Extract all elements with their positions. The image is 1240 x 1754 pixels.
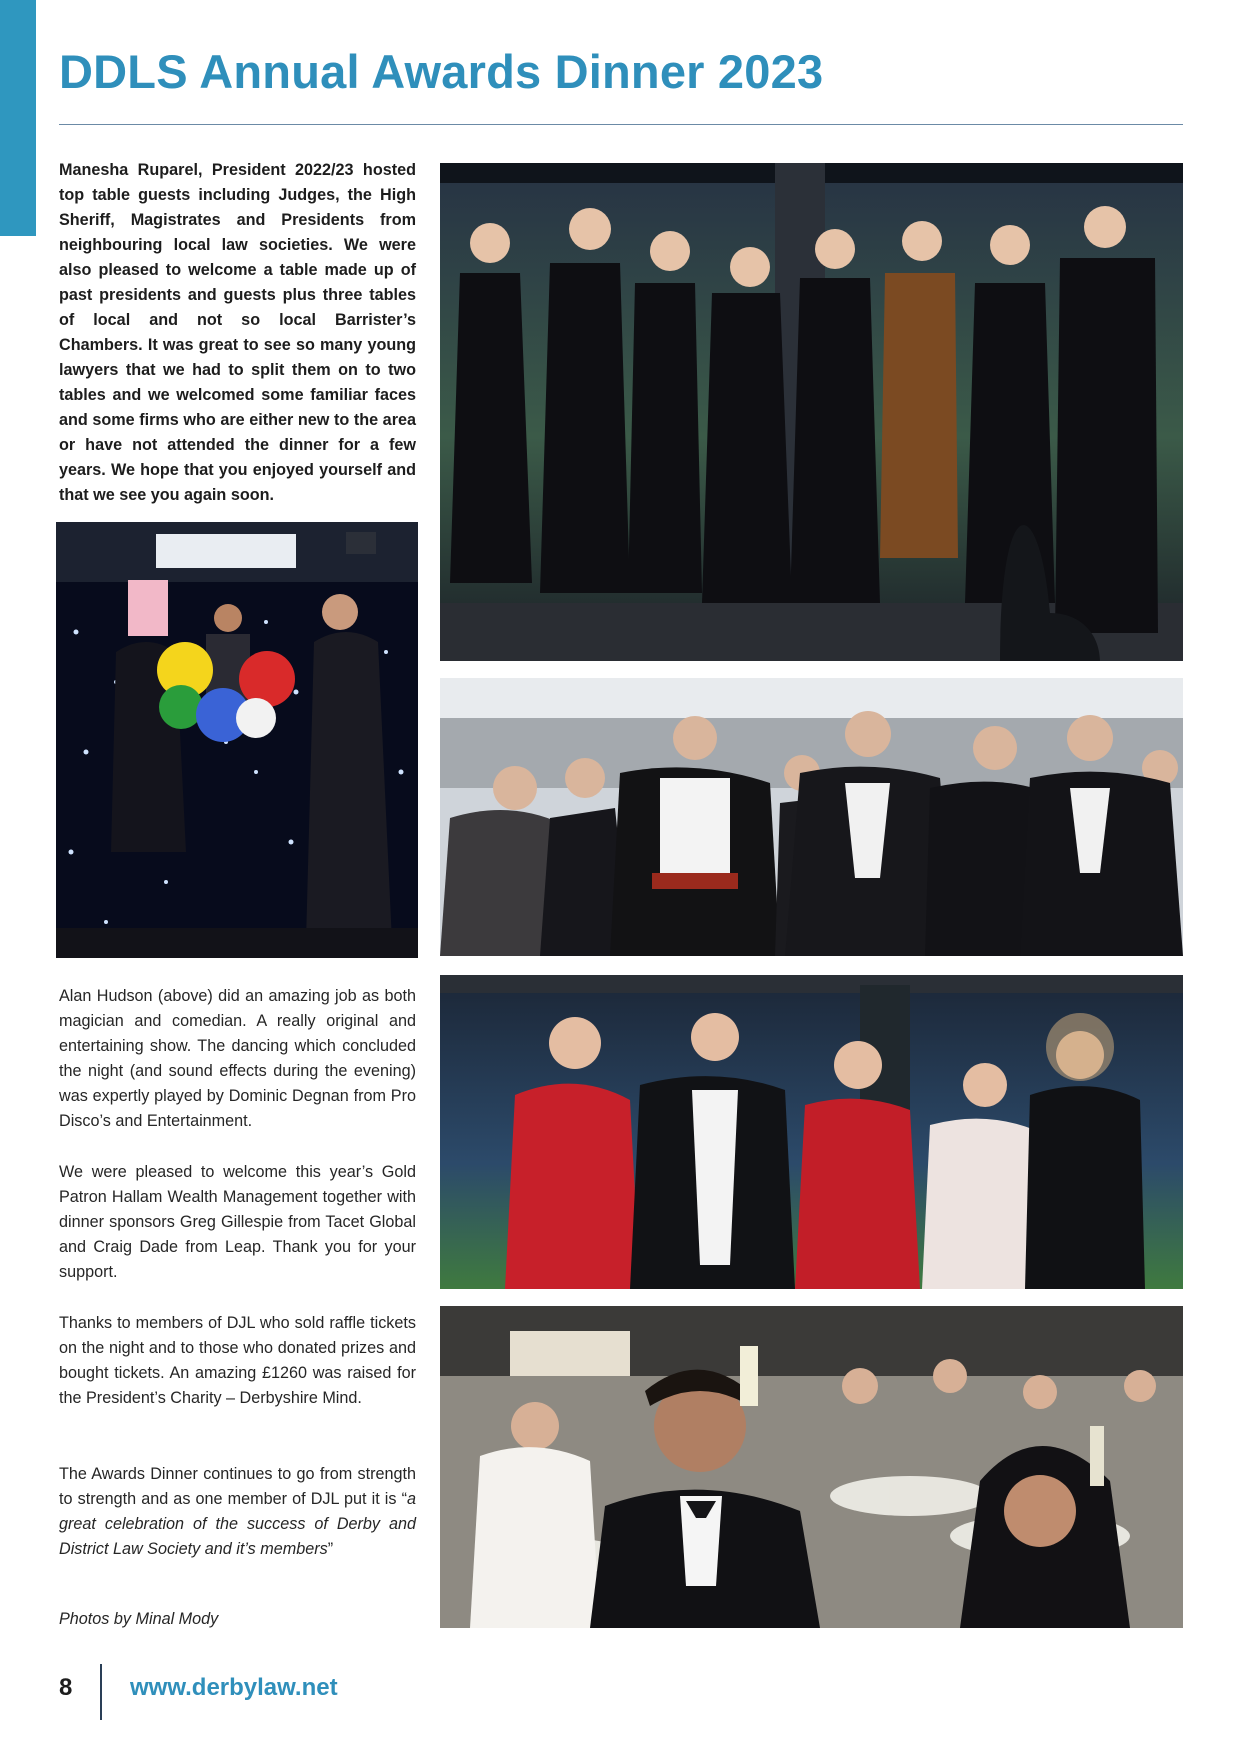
paragraph-sponsors: We were pleased to welcome this year’s Gold Patron Hallam Wealth Management together with dinner sponsors Greg Gillespie from Tacet Global and Craig Dade from Leap. Thank you for your support. <box>59 1163 416 1281</box>
intro-paragraph: Manesha Ruparel, President 2022/23 hosted top table guests including Judges, the High Sheriff, Magistrates and Presidents from neighbouring local law societies. We were also pleased to welcome a table made up of past presidents and guests plus three tables of local and not so local Barrister’s Chambers. It was great to see so many young lawyers that we had to split them on to two tables and we welcomed some familiar faces and some firms who are either new to the area or have not attended the dinner for a few years. We hope that you enjoyed yourself and that we see you again soon. <box>59 161 416 504</box>
closing-text: The Awards Dinner continues to go from strength to strength and as one member of DJL put it is “ <box>59 1465 416 1508</box>
photo-credit: Photos by Minal Mody <box>59 1610 219 1628</box>
footer-divider <box>100 1664 102 1720</box>
member-quote: a great celebration of the success of Derby and District Law Society and it’s members <box>59 1490 416 1558</box>
paragraph-closing <box>59 1462 416 1562</box>
page-title: DDLS Annual Awards Dinner 2023 <box>59 45 824 98</box>
website-link[interactable]: www.derbylaw.net <box>130 1674 338 1701</box>
title-divider <box>59 124 1183 125</box>
page-number: 8 <box>59 1674 73 1701</box>
group-photo-stadium <box>440 163 1183 661</box>
accent-bar <box>0 0 36 236</box>
magician-photo <box>56 522 418 958</box>
paragraph-entertainment: Alan Hudson (above) did an amazing job as both magician and comedian. A really original and entertaining show. The dancing which concluded the night (and sound effects during the evening) was expertly played by Dominic Degnan from Pro Disco’s and Entertainment. <box>59 987 416 1130</box>
group-photo-suits <box>440 678 1183 956</box>
group-photo-pitch <box>440 975 1183 1289</box>
seated-guests-photo <box>440 1306 1183 1628</box>
closing-quote-mark: ” <box>327 1540 334 1558</box>
paragraph-raffle: Thanks to members of DJL who sold raffle tickets on the night and to those who donated prizes and bought tickets. An amazing £1260 was raised for the President’s Charity – Derbyshire Mind. <box>59 1314 416 1407</box>
